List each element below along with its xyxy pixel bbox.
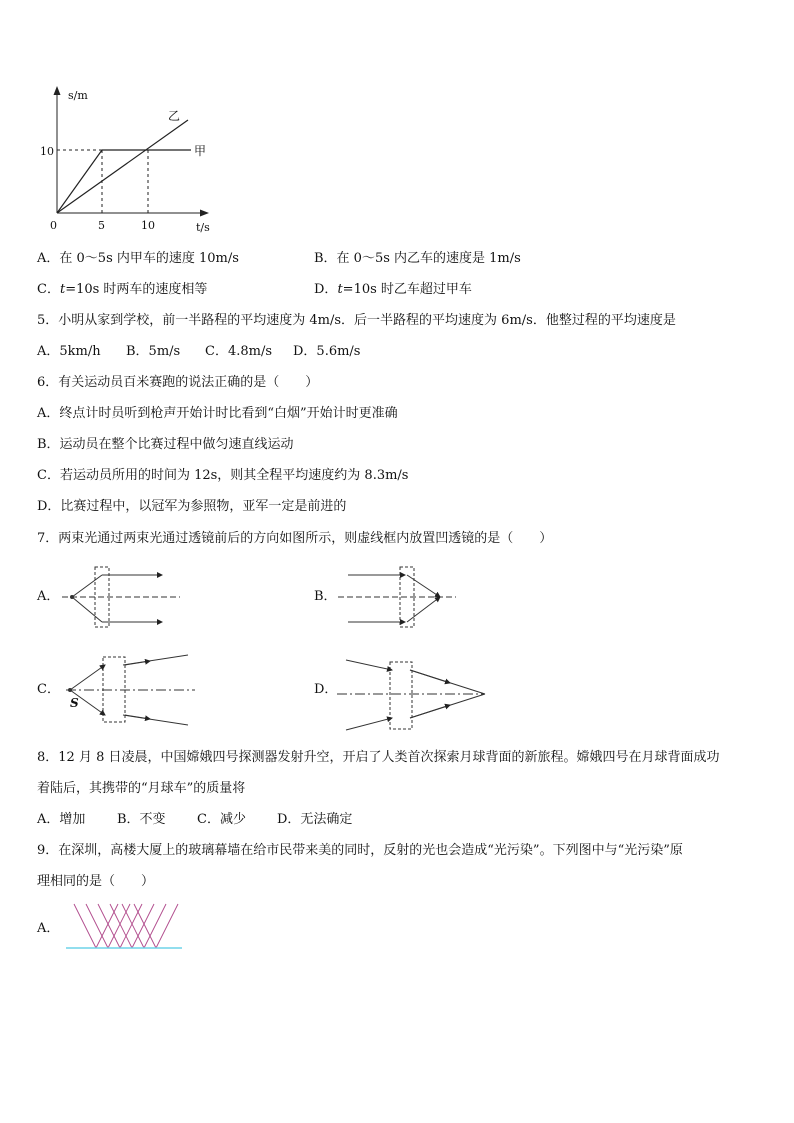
q4-option-c-prefix: C． xyxy=(37,282,60,297)
incident-ray xyxy=(86,904,108,948)
y-axis-arrow xyxy=(54,86,61,95)
reflected-ray xyxy=(120,904,142,948)
y-axis-label: s/m xyxy=(68,89,88,102)
incident-ray xyxy=(98,904,120,948)
incident-ray xyxy=(110,904,132,948)
q4-option-d-prefix: D． xyxy=(314,282,338,297)
point-s-label: S xyxy=(70,696,79,710)
q6-option-b[interactable]: B．运动员在整个比赛过程中做匀速直线运动 xyxy=(37,437,294,452)
q7-diagram-d xyxy=(337,660,485,730)
q5-option-d[interactable]: D．5.6m/s xyxy=(293,344,361,359)
incident-ray xyxy=(134,904,156,948)
q5-option-a[interactable]: A．5km/h xyxy=(37,344,101,359)
line-jia-rise xyxy=(57,150,102,213)
q7-label-c[interactable]: C． xyxy=(37,682,60,697)
q7-label-d[interactable]: D． xyxy=(314,682,338,697)
q5-option-b[interactable]: B．5m/s xyxy=(126,344,181,359)
lens-box-c xyxy=(103,657,125,722)
q7-diagram-c xyxy=(66,655,195,725)
q4-option-d-rest: =10s 时乙车超过甲车 xyxy=(342,282,472,297)
x-tick-0: 0 xyxy=(50,219,57,232)
q8-option-b[interactable]: B．不变 xyxy=(117,812,166,827)
q7-diagram-a xyxy=(62,567,180,627)
q7-diagram-b xyxy=(338,567,456,627)
q7-label-a[interactable]: A． xyxy=(37,589,60,604)
q8-stem-line2: 着陆后，其携带的“月球车”的质量将 xyxy=(37,781,246,796)
incident-ray xyxy=(74,904,96,948)
label-jia: 甲 xyxy=(194,144,207,158)
x-axis-arrow xyxy=(200,210,209,217)
q8-option-c[interactable]: C．减少 xyxy=(197,812,246,827)
q4-option-d[interactable] xyxy=(314,281,472,299)
x-axis-label: t/s xyxy=(196,221,210,234)
reflected-ray xyxy=(132,904,154,948)
q5-option-c[interactable]: C．4.8m/s xyxy=(205,344,272,359)
q4-option-d-var: t xyxy=(337,282,343,297)
q8-option-a[interactable]: A．增加 xyxy=(37,812,86,827)
q6-option-a[interactable]: A．终点计时员听到枪声开始计时比看到“白烟”开始计时更准确 xyxy=(37,406,398,421)
reflected-ray xyxy=(156,904,178,948)
q8-option-d[interactable]: D．无法确定 xyxy=(277,812,353,827)
q4-option-b[interactable]: B．在 0～5s 内乙车的速度是 1m/s xyxy=(314,251,521,266)
q5-stem: 5．小明从家到学校，前一半路程的平均速度为 4m/s．后一半路程的平均速度为 6m/s．他整过程的平均速度是 xyxy=(37,313,676,328)
q4-option-c-var: t xyxy=(59,282,66,297)
label-yi: 乙 xyxy=(168,109,181,123)
lens-box-a xyxy=(95,567,109,627)
q6-stem: 6．有关运动员百米赛跑的说法正确的是（ ） xyxy=(37,375,319,390)
q6-option-c[interactable]: C．若运动员所用的时间为 12s，则其全程平均速度约为 8.3m/s xyxy=(37,468,409,483)
q4-option-c[interactable] xyxy=(37,281,207,299)
x-tick-5: 5 xyxy=(98,219,105,232)
q7-stem: 7．两束光通过两束光通过透镜前后的方向如图所示，则虚线框内放置凹透镜的是（ ） xyxy=(37,531,553,546)
reflected-ray xyxy=(144,904,166,948)
q9-stem-line2: 理相同的是（ ） xyxy=(37,874,155,889)
q6-option-d[interactable]: D．比赛过程中，以冠军为参照物，亚军一定是前进的 xyxy=(37,499,347,514)
incident-ray xyxy=(122,904,144,948)
y-tick-10: 10 xyxy=(40,145,54,158)
reflected-ray xyxy=(96,904,118,948)
line-yi xyxy=(57,120,188,213)
q9-stem-line1: 9．在深圳，高楼大厦上的玻璃幕墙在给市民带来美的同时，反射的光也会造成“光污染”。下列图中与“光污染”原 xyxy=(37,843,683,858)
x-tick-10: 10 xyxy=(141,219,155,232)
reflected-ray xyxy=(108,904,130,948)
lens-box-b xyxy=(400,567,414,627)
q7-label-b[interactable]: B． xyxy=(314,589,337,604)
q9-label-a[interactable]: A． xyxy=(37,921,60,936)
lens-box-d xyxy=(390,662,412,729)
q4-option-c-rest: =10s 时两车的速度相等 xyxy=(65,282,208,297)
q8-stem-line1: 8．12 月 8 日凌晨，中国嫦娥四号探测器发射升空，开启了人类首次探索月球背面的新旅程。嫦娥四号在月球背面成功 xyxy=(37,750,720,765)
q4-option-a[interactable]: A．在 0～5s 内甲车的速度 10m/s xyxy=(37,251,239,266)
